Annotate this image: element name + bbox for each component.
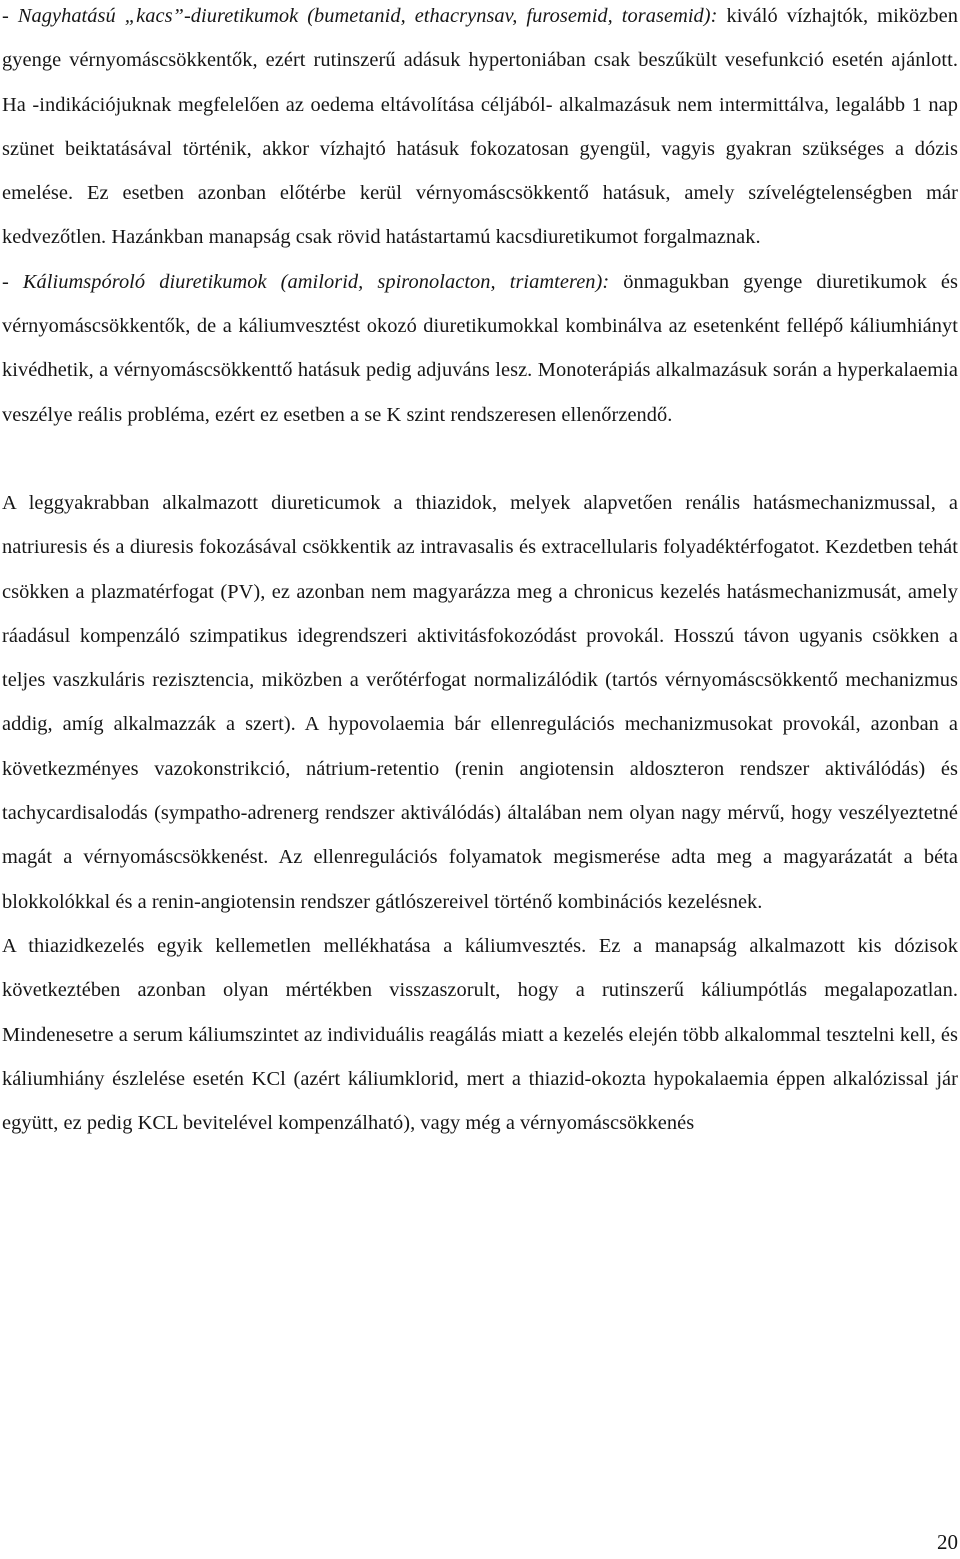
paragraph-thiazide-side-effect [2, 924, 958, 1145]
paragraph-heading-italic: - Nagyhatású „kacs”-diuretikumok (bumetanid, ethacrynsav, furosemid, torasemid): [2, 5, 718, 27]
paragraph-heading-italic: - Káliumspóroló diuretikumok (amilorid, spironolacton, triamteren): [2, 270, 610, 293]
paragraph-body: A leggyakrabban alkalmazott diureticumok a thiazidok, melyek alapvetően renális hatásmechanizmussal, a natriuresis és a diuresis fokozásával csökkentik az intravasalis és extracellularis folyadéktérfogatot. Kezdetben tehát csökken a plazmatérfogat (PV), ez azonban nem magyarázza meg a chronicus kezelés hatásmechanizmusát, amely ráadásul kompenzáló szimpatikus idegrendszeri aktivitásfokozódást provokál. Hosszú távon ugyanis csökken a teljes vaszkuláris rezisztencia, miközben a verőtérfogat normalizálódik (tartós vérnyomáscsökkentő mechanizmus addig, amíg alkalmazzák a szert). A hypovolaemia bár ellenregulációs mechanizmusokat provokál, azonban a következményes vazokonstrikció, nátrium-retentio (renin angiotensin aldoszteron rendszer aktiválódás) és tachycardisalodás (sympatho-adrenerg rendszer aktiválódás) általában nem olyan nagy mérvű, hogy veszélyeztetné magát a vérnyomáscsökkenést. Az ellenregulációs folyamatok megismerése adta meg a magyarázatát a béta blokkolókkal és a renin-angiotensin rendszer gátlószereivel történő kombinációs kezelésnek. [2, 491, 958, 913]
page-number: 20 [937, 1530, 958, 1554]
paragraph-thiazides [2, 481, 958, 924]
paragraph-potassium-sparing [2, 260, 958, 437]
paragraph-body: A thiazidkezelés egyik kellemetlen mellékhatása a káliumvesztés. Ez a manapság alkalmazott kis dózisok következtében azonban olyan mértékben visszaszorult, hogy a rutinszerű káliumpótlás megalapozatlan. Mindenesetre a serum káliumszintet az individuális reagálás miatt a kezelés elején több alkalommal tesztelni kell, és káliumhiány észlelése esetén KCl (azért káliumklorid, mert a thiazid-okozta hypokalaemia éppen alkalózissal jár együtt, ez pedig KCL bevitelével kompenzálható), vagy még a vérnyomáscsökkenés [2, 934, 958, 1135]
document-page [2, 0, 958, 1145]
paragraph-spacer [2, 437, 958, 481]
paragraph-body: kiváló vízhajtók, miközben gyenge vérnyomáscsökkentők, ezért rutinszerű adásuk hypertoniában csak beszűkült vesefunkció esetén ajánlott. Ha -indikációjuknak megfelelően az oedema eltávolítása céljából- alkalmazásuk nem intermittálva, legalább 1 nap szünet beiktatásával történik, akkor vízhajtó hatásuk fokozatosan gyengül, vagyis gyakran szükséges a dózis emelése. Ez esetben azonban előtérbe kerül vérnyomáscsökkentő hatásuk, amely szívelégtelenségben már kedvezőtlen. Hazánkban manapság csak rövid hatástartamú kacsdiuretikumot forgalmaznak. [2, 5, 958, 249]
paragraph-loop-diuretics [2, 0, 958, 260]
paragraph-body: önmagukban gyenge diuretikumok és vérnyomáscsökkentők, de a káliumvesztést okozó diuretikumokkal kombinálva az esetenként fellépő káliumhiányt kivédhetik, a vérnyomáscsökkenttő hatásuk pedig adjuváns lesz. Monoterápiás alkalmazásuk során a hyperkalaemia veszélye reális probléma, ezért ez esetben a se K szint rendszeresen ellenőrzendő. [2, 270, 958, 426]
